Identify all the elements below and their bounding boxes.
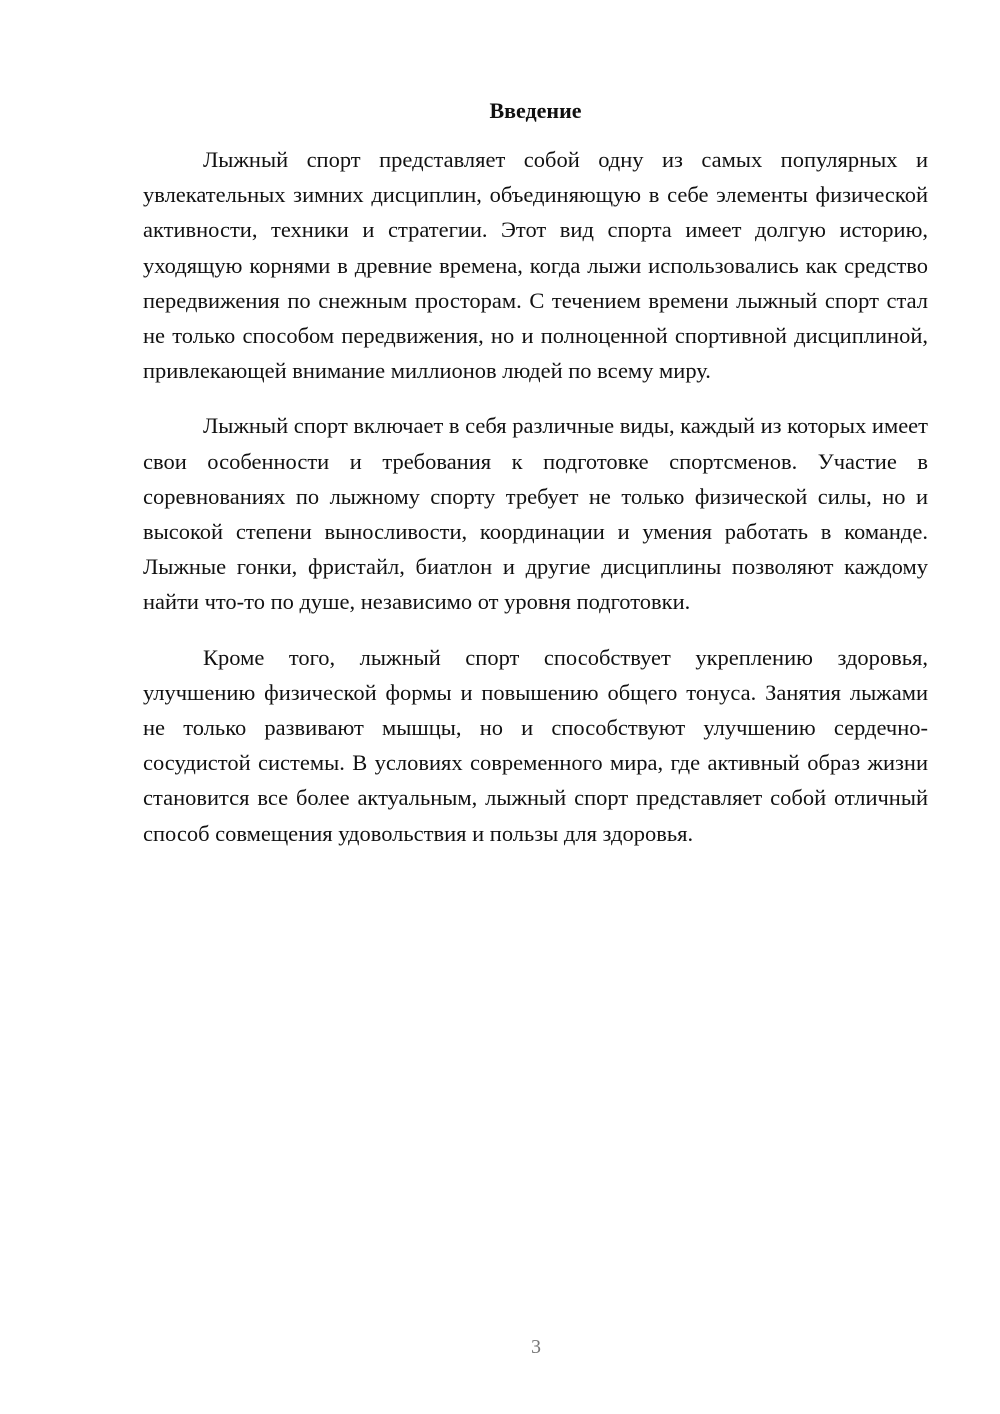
body-text: [143, 142, 928, 871]
paragraph-1: Лыжный спорт представляет собой одну из самых популярных и увлекательных зимних дисциплин, объединяющую в себе элементы физической активности, техники и стратегии. Этот вид спорта имеет долгую историю, уходящую корнями в древние времена, когда лыжи использовались как средство передвижения по снежным просторам. С течением времени лыжный спорт стал не только способом передвижения, но и полноценной спортивной дисциплиной, привлекающей внимание миллионов людей по всему миру.: [143, 147, 928, 384]
paragraph-2: Лыжный спорт включает в себя различные виды, каждый из которых имеет свои особенности и требования к подготовке спортсменов. Участие в соревнованиях по лыжному спорту требует не только физической силы, но и высокой степени выносливости, координации и умения работать в команде. Лыжные гонки, фристайл, биатлон и другие дисциплины позволяют каждому найти что-то по душе, независимо от уровня подготовки.: [143, 413, 928, 615]
section-heading: Введение: [489, 98, 582, 123]
paragraph-3: Кроме того, лыжный спорт способствует укреплению здоровья, улучшению физической формы и повышению общего тонуса. Занятия лыжами не только развивают мышцы, но и способствуют улучшению сердечно-сосудистой системы. В условиях современного мира, где активный образ жизни становится все более актуальным, лыжный спорт представляет собой отличный способ совмещения удовольствия и пользы для здоровья.: [143, 644, 928, 846]
page-number: 3: [531, 1336, 541, 1358]
